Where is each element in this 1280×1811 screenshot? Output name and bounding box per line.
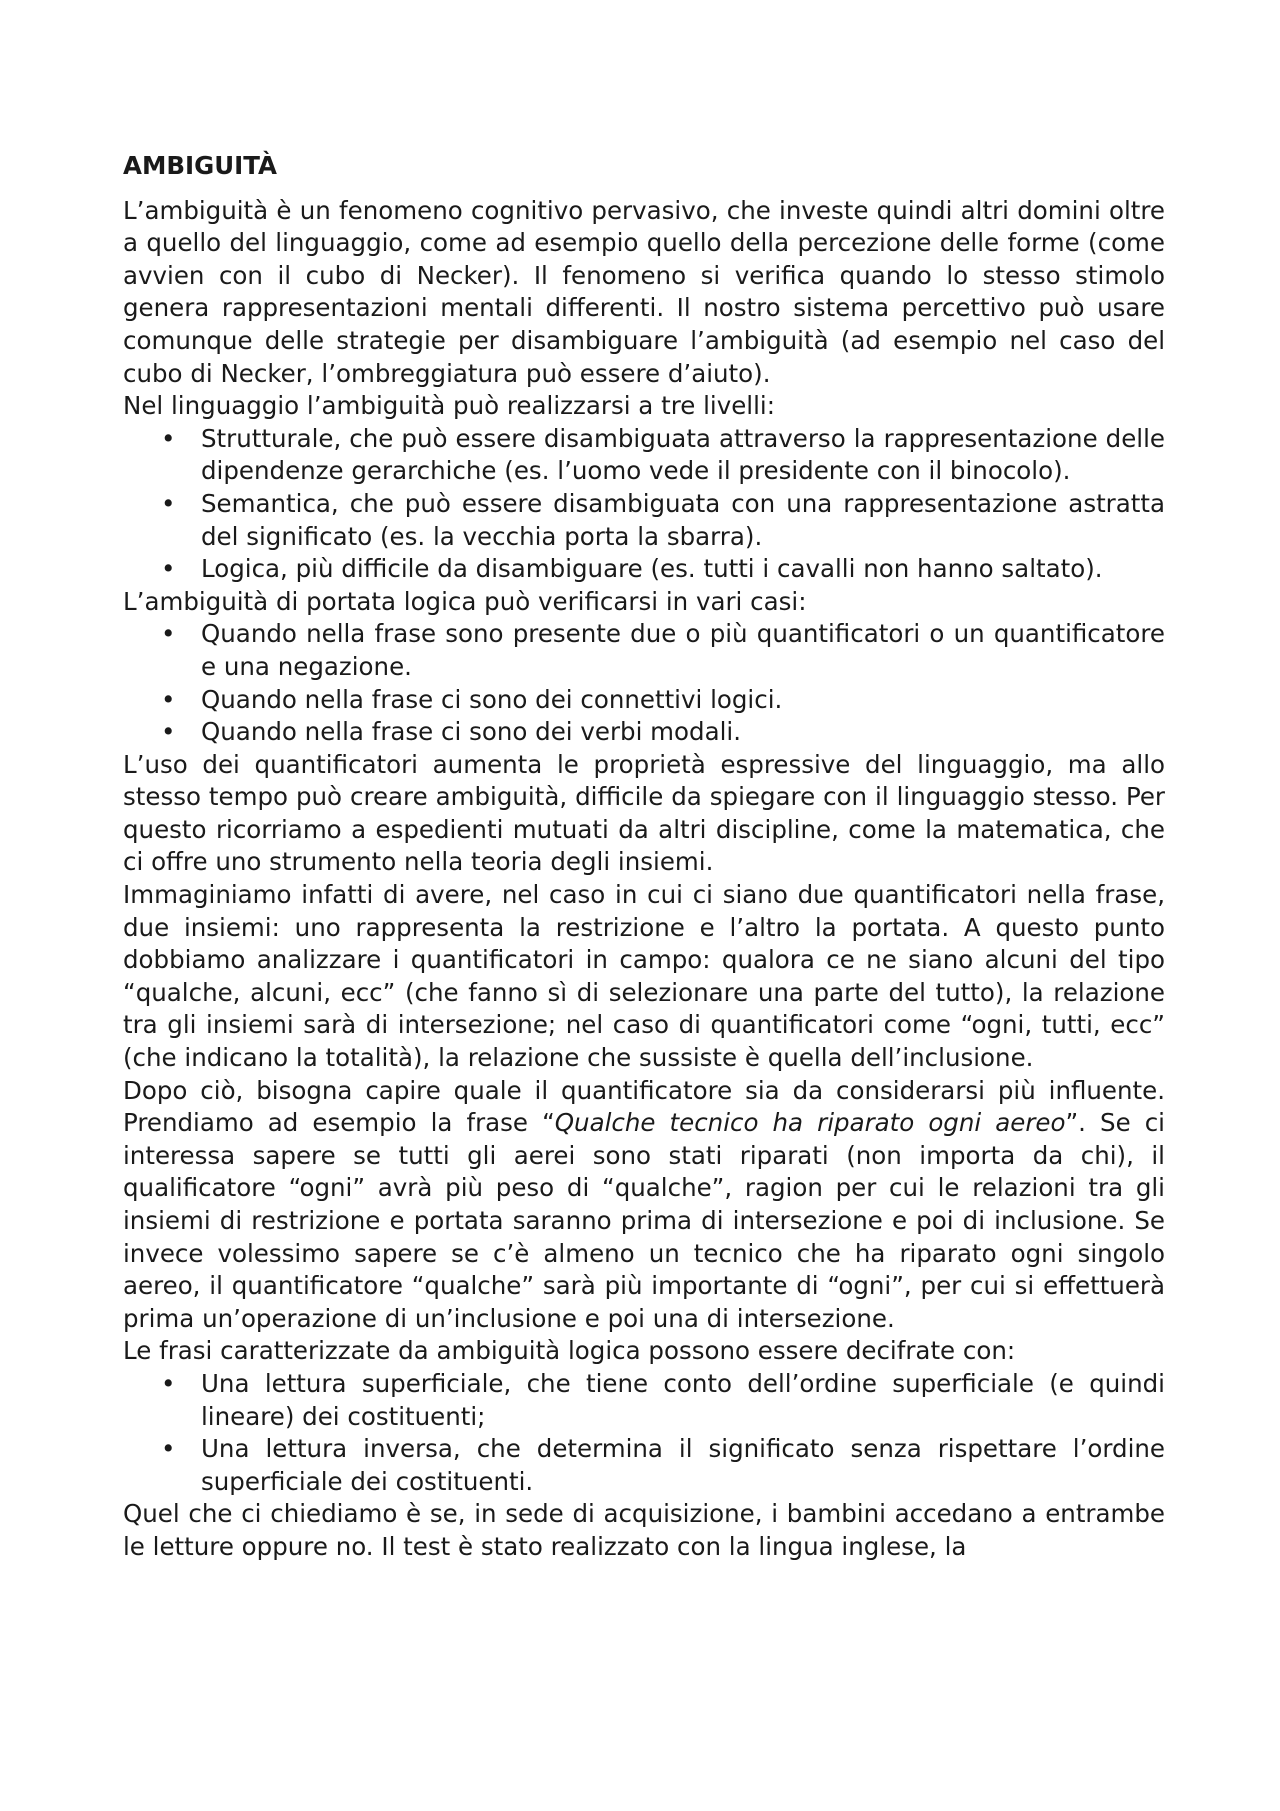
list-item <box>123 488 1165 553</box>
bullet-icon: • <box>161 1368 176 1398</box>
paragraph-quantifiers: L’uso dei quantificatori aumenta le proprietà espressive del linguaggio, ma allo stesso tempo può creare ambiguità, difficile da spiegare con il linguaggio stesso. Per questo ricorriamo a espedienti mutuati da altri discipline, come la matematica, che ci offre uno strumento nella teoria degli insiemi. <box>123 749 1165 877</box>
paragraph-readings-intro: Le frasi caratterizzate da ambiguità logica possono essere decifrate con: <box>123 1336 1016 1366</box>
bullet-icon: • <box>161 423 176 453</box>
readings-list <box>123 1368 1165 1498</box>
paragraph-levels-intro: Nel linguaggio l’ambiguità può realizzarsi a tre livelli: <box>123 391 775 421</box>
list-item-text: Quando nella frase ci sono dei connettivi logici. <box>201 684 783 714</box>
paragraph-example <box>123 1075 1165 1336</box>
cases-list <box>123 618 1165 748</box>
list-item-text: Quando nella frase sono presente due o più quantificatori o un quantificatore e una negazione. <box>201 619 1165 681</box>
bullet-icon: • <box>161 554 176 584</box>
paragraph-cases-intro: L’ambiguità di portata logica può verificarsi in vari casi: <box>123 586 807 616</box>
bullet-icon: • <box>161 1434 176 1464</box>
bullet-icon: • <box>161 717 176 747</box>
paragraph-question: Quel che ci chiediamo è se, in sede di acquisizione, i bambini accedano a entrambe le letture oppure no. Il test è stato realizzato con la lingua inglese, la <box>123 1499 1165 1561</box>
list-item <box>123 553 1165 586</box>
list-item <box>123 716 1165 749</box>
list-item <box>123 1368 1165 1433</box>
paragraph-intro: L’ambiguità è un fenomeno cognitivo pervasivo, che investe quindi altri domini oltre a quello del linguaggio, come ad esempio quello della percezione delle forme (come avvien con il cubo di Necker). Il fenomeno si verifica quando lo stesso stimolo genera rappresentazioni mentali differenti. Il nostro sistema percettivo può usare comunque delle strategie per disambiguare l’ambiguità (ad esempio nel caso del cubo di Necker, l’ombreggiatura può essere d’aiuto). <box>123 195 1165 388</box>
bullet-icon: • <box>161 619 176 649</box>
list-item <box>123 618 1165 683</box>
example-text-before: Dopo ciò, bisogna capire quale il quantificatore sia da considerarsi più influente. Prendiamo ad esempio la frase “ <box>123 1075 1165 1138</box>
list-item-text: Semantica, che può essere disambiguata con una rappresentazione astratta del significato (es. la vecchia porta la sbarra). <box>201 488 1165 551</box>
document-page <box>123 150 1165 1564</box>
example-text-after: ”. Se ci interessa sapere se tutti gli aerei sono stati riparati (non importa da chi), il qualificatore “ogni” avrà più peso di “qualche”, ragion per cui le relazioni tra gli insiemi di restrizione e portata saranno prima di intersezione e poi di inclusione. Se invece volessimo sapere se c’è almeno un tecnico che ha riparato ogni singolo aereo, il quantificatore “qualche” sarà più importante di “ogni”, per cui si effettuerà prima un’operazione di un’inclusione e poi una di intersezione. <box>123 1108 1165 1333</box>
example-sentence: Qualche tecnico ha riparato ogni aereo <box>554 1108 1066 1138</box>
list-item-text: Logica, più difficile da disambiguare (es. tutti i cavalli non hanno saltato). <box>201 554 1103 584</box>
list-item <box>123 1433 1165 1498</box>
list-item-text: Una lettura inversa, che determina il significato senza rispettare l’ordine superficiale dei costituenti. <box>201 1434 1165 1496</box>
list-item <box>123 684 1165 717</box>
list-item-text: Una lettura superficiale, che tiene conto dell’ordine superficiale (e quindi lineare) dei costituenti; <box>201 1368 1165 1431</box>
bullet-icon: • <box>161 488 176 518</box>
bullet-icon: • <box>161 684 176 714</box>
list-item <box>123 423 1165 488</box>
list-item-text: Quando nella frase ci sono dei verbi modali. <box>201 717 741 747</box>
list-item-text: Strutturale, che può essere disambiguata attraverso la rappresentazione delle dipendenze gerarchiche (es. l’uomo vede il presidente con il binocolo). <box>201 423 1165 486</box>
levels-list <box>123 423 1165 586</box>
page-title: AMBIGUITÀ <box>123 151 278 180</box>
paragraph-sets: Immaginiamo infatti di avere, nel caso in cui ci siano due quantificatori nella frase, due insiemi: uno rappresenta la restrizione e l’altro la portata. A questo punto dobbiamo analizzare i quantificatori in campo: qualora ce ne siano alcuni del tipo “qualche, alcuni, ecc” (che fanno sì di selezionare una parte del tutto), la relazione tra gli insiemi sarà di intersezione; nel caso di quantificatori come “ogni, tutti, ecc” (che indicano la totalità), la relazione che sussiste è quella dell’inclusione. <box>123 880 1165 1073</box>
